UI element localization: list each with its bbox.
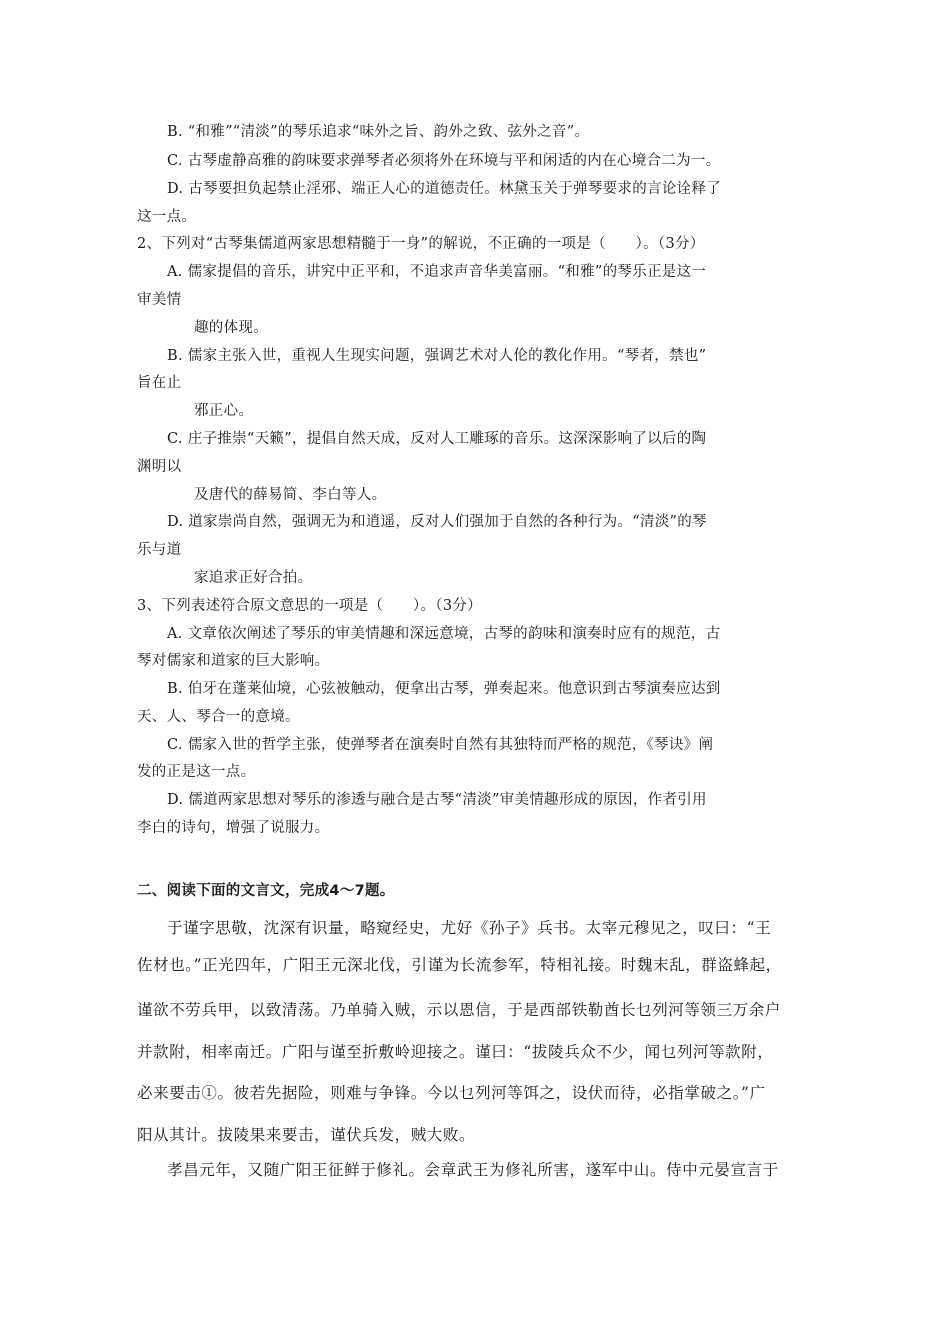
q3-option-a-line2: 琴对儒家和道家的巨大影响。 <box>137 653 330 669</box>
section-heading: 二、阅读下面的文言文，完成4～7题。 <box>137 883 395 899</box>
q2-stem: 2、下列对“古琴集儒道两家思想精髓于一身”的解说，不正确的一项是（ ）。（3分） <box>137 236 705 252</box>
q2-option-a-line1: A. 儒家提倡的音乐，讲究中正平和，不追求声音华美富丽。“和雅”的琴乐正是这一 <box>167 264 707 280</box>
q2-option-b-line1: B. 儒家主张入世，重视人生现实问题，强调艺术对人伦的教化作用。“琴者，禁也” <box>167 348 707 364</box>
q2-option-a-line2: 审美情 <box>137 292 182 308</box>
q2-option-c-line2: 渊明以 <box>137 459 182 475</box>
q3-option-c-line2: 发的正是这一点。 <box>137 764 256 780</box>
passage-p1-line2: 佐材也。”正光四年，广阳王元深北伐，引谨为长流参军，特相礼接。时魏末乱，群盗蜂起， <box>137 956 782 974</box>
q1-option-b: B. “和雅”“清淡”的琴乐追求“味外之旨、韵外之致、弦外之音”。 <box>167 124 590 140</box>
passage-p1-line3: 谨欲不劳兵甲，以致清荡。乃单骑入贼，示以恩信，于是西部铁勒酋长乜列河等领三万余户 <box>137 1001 782 1019</box>
q2-option-a-line3: 趣的体现。 <box>194 320 268 336</box>
q2-option-d-line1: D. 道家崇尚自然，强调无为和逍遥，反对人们强加于自然的各种行为。“清淡”的琴 <box>167 514 707 530</box>
passage-p1-line6: 阳从其计。拔陵果来要击，谨伏兵发，贼大败。 <box>137 1126 476 1144</box>
q1-option-d-line1: D. 古琴要担负起禁止淫邪、端正人心的道德责任。林黛玉关于弹琴要求的言论诠释了 <box>167 181 722 197</box>
q2-option-d-line2: 乐与道 <box>137 542 182 558</box>
q1-option-c: C. 古琴虚静高雅的韵味要求弹琴者必须将外在环境与平和闲适的内在心境合二为一。 <box>167 153 721 169</box>
q3-option-c-line1: C. 儒家入世的哲学主张，使弹琴者在演奏时自然有其独特而严格的规范，《琴诀》阐 <box>167 737 714 753</box>
passage-p1-line1: 于谨字思敬，沈深有识量，略窥经史，尤好《孙子》兵书。太宰元穆见之，叹曰：“王 <box>167 919 772 937</box>
q3-stem: 3、下列表述符合原文意思的一项是（ ）。（3分） <box>137 598 482 614</box>
q2-option-b-line2: 旨在止 <box>137 375 182 391</box>
q2-option-b-line3: 邪正心。 <box>194 403 254 419</box>
passage-p1-line5: 必来要击①。彼若先据险，则难与争锋。今以乜列河等饵之，设伏而待，必指掌破之。”广 <box>137 1084 766 1102</box>
q2-option-c-line1: C. 庄子推崇“天籁”，提倡自然天成，反对人工雕琢的音乐。这深深影响了以后的陶 <box>167 431 707 447</box>
passage-p2-line1: 孝昌元年，又随广阳王征鲜于修礼。会章武王为修礼所害，遂军中山。侍中元晏宣言于 <box>167 1161 779 1179</box>
q3-option-b-line2: 天、人、琴合一的意境。 <box>137 709 300 725</box>
q2-option-c-line3: 及唐代的薛易简、李白等人。 <box>194 487 387 503</box>
q3-option-d-line1: D. 儒道两家思想对琴乐的渗透与融合是古琴“清淡”审美情趣形成的原因，作者引用 <box>167 792 707 808</box>
passage-p1-line4: 并款附，相率南迁。广阳与谨至折敷岭迎接之。谨曰：“拔陵兵众不少，闻乜列河等款附， <box>137 1043 774 1061</box>
q3-option-b-line1: B. 伯牙在蓬莱仙境，心弦被触动，便拿出古琴，弹奏起来。他意识到古琴演奏应达到 <box>167 681 721 697</box>
q3-option-d-line2: 李白的诗句，增强了说服力。 <box>137 820 330 836</box>
q2-option-d-line3: 家追求正好合拍。 <box>194 570 313 586</box>
q3-option-a-line1: A. 文章依次阐述了琴乐的审美情趣和深远意境，古琴的韵味和演奏时应有的规范，古 <box>167 626 721 642</box>
q1-option-d-line2: 这一点。 <box>137 209 197 225</box>
